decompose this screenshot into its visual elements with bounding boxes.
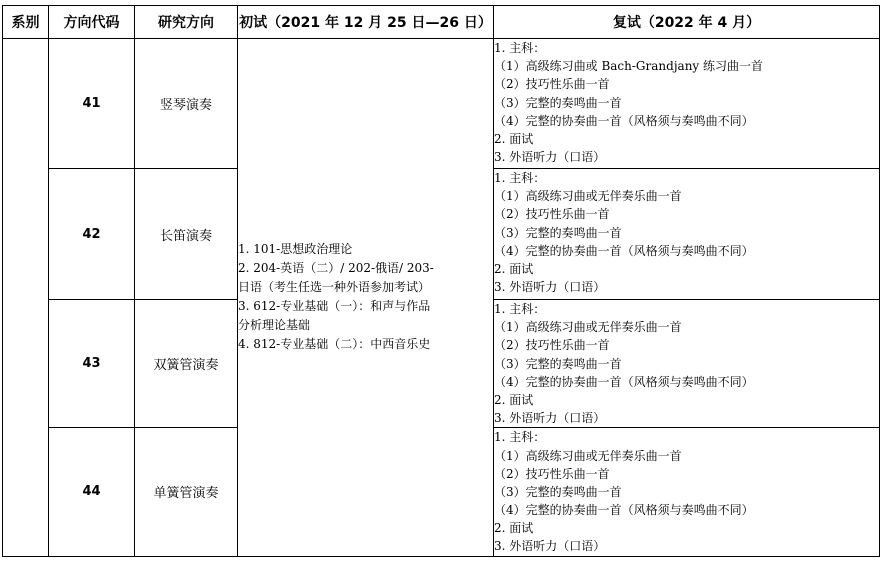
retest-line: 3. 外语听力（口语） — [494, 539, 606, 554]
retest-line: （4）完整的协奏曲一首（风格须与奏鸣曲不同） — [494, 113, 754, 128]
retest-line: 3. 外语听力（口语） — [494, 280, 606, 295]
direction-name: 双簧管演奏 — [135, 300, 238, 428]
initial-exam-line: 2. 204-英语（二）/ 202-俄语/ 203- — [238, 261, 434, 276]
dept-cell — [3, 39, 49, 557]
direction-name: 单簧管演奏 — [135, 428, 238, 556]
direction-name: 长笛演奏 — [135, 169, 238, 300]
retest-line: （1）高级练习曲或 Bach-Grandjany 练习曲一首 — [494, 59, 764, 74]
retest-cell — [494, 39, 880, 169]
retest-cell — [494, 300, 880, 428]
initial-exam-line: 分析理论基础 — [238, 318, 311, 333]
retest-line: （3）完整的奏鸣曲一首 — [494, 484, 622, 499]
header-code: 方向代码 — [49, 6, 135, 39]
retest-line: （4）完整的协奏曲一首（风格须与奏鸣曲不同） — [494, 243, 754, 258]
header-initial: 初试（2021 年 12 月 25 日—26 日） — [238, 6, 494, 39]
retest-line: 1. 主科： — [494, 302, 546, 316]
retest-line: 2. 面试 — [494, 521, 534, 536]
header-dept: 系别 — [3, 6, 49, 39]
retest-line: 2. 面试 — [494, 131, 534, 146]
retest-line: （3）完整的奏鸣曲一首 — [494, 225, 622, 240]
direction-code: 41 — [49, 39, 135, 169]
retest-line: （4）完整的协奏曲一首（风格须与奏鸣曲不同） — [494, 374, 754, 389]
retest-cell — [494, 169, 880, 300]
retest-line: （3）完整的奏鸣曲一首 — [494, 95, 622, 110]
retest-line: 3. 外语听力（口语） — [494, 150, 606, 165]
retest-line: （2）技巧性乐曲一首 — [494, 338, 610, 353]
direction-code: 43 — [49, 300, 135, 428]
retest-line: （3）完整的奏鸣曲一首 — [494, 356, 622, 371]
table-row — [3, 39, 880, 169]
retest-line: 1. 主科： — [494, 171, 546, 185]
direction-name: 竖琴演奏 — [135, 39, 238, 169]
header-row — [3, 6, 880, 39]
retest-line: （2）技巧性乐曲一首 — [494, 77, 610, 92]
retest-line: （1）高级练习曲或无伴奏乐曲一首 — [494, 189, 682, 204]
initial-exam-line: 日语（考生任选一种外语参加考试） — [238, 280, 431, 295]
direction-code: 42 — [49, 169, 135, 300]
header-direction: 研究方向 — [135, 6, 238, 39]
initial-exam-line: 4. 812-专业基础（二）：中西音乐史 — [238, 337, 431, 352]
initial-exam-line: 3. 612-专业基础（一）：和声与作品 — [238, 299, 431, 314]
retest-line: （4）完整的协奏曲一首（风格须与奏鸣曲不同） — [494, 503, 754, 518]
retest-line: （1）高级练习曲或无伴奏乐曲一首 — [494, 320, 682, 335]
exam-table — [2, 5, 880, 557]
retest-line: （2）技巧性乐曲一首 — [494, 466, 610, 481]
retest-line: 3. 外语听力（口语） — [494, 411, 606, 426]
retest-line: 1. 主科： — [494, 430, 546, 445]
header-retest: 复试（2022 年 4 月） — [494, 6, 880, 39]
initial-exam-line: 1. 101-思想政治理论 — [238, 242, 353, 257]
retest-cell — [494, 428, 880, 556]
direction-code: 44 — [49, 428, 135, 556]
retest-line: 1. 主科： — [494, 41, 546, 55]
retest-line: （1）高级练习曲或无伴奏乐曲一首 — [494, 448, 682, 463]
retest-line: 2. 面试 — [494, 392, 534, 407]
retest-line: （2）技巧性乐曲一首 — [494, 207, 610, 222]
retest-line: 2. 面试 — [494, 261, 534, 276]
initial-exam-cell — [238, 39, 494, 557]
